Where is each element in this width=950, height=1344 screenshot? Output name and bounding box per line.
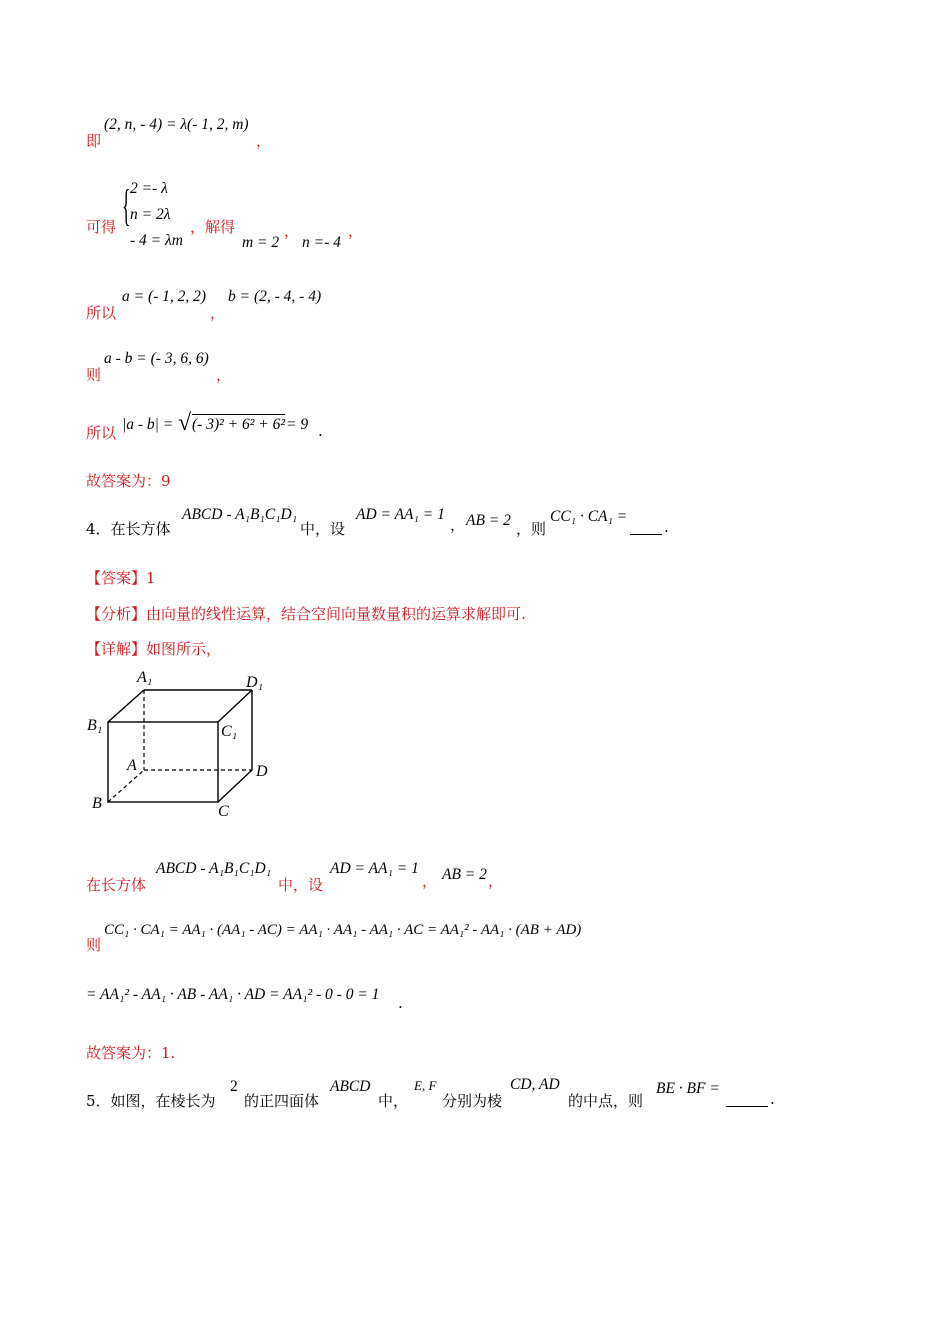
q5-text-3: 分别为棱 [442,1092,503,1110]
punct: . [664,518,669,536]
text-jiede: ，解得 [190,218,236,236]
vector-difference: a - b = (- 3, 6, 6) [104,350,209,367]
q5-text-4: 的中点，则 [568,1092,644,1110]
vertex-b-label: B [92,795,102,812]
vertex-d1-label: D₁ [246,674,264,691]
punct: . [398,994,403,1012]
question-5 [86,1074,786,1114]
sol-text: 中，设 [278,876,324,894]
vertex-c-label: C [218,803,229,820]
analysis-tag: 【分析】由向量的线性运算，结合空间向量数量积的运算求解即可. [86,605,526,623]
sqrt-sign: √ [178,410,192,436]
vector-a: a = (- 1, 2, 2) [122,288,207,305]
line-2 [86,172,386,252]
sol-expansion-2: = AA₁² - AA₁ · AB - AA₁ · AD = AA₁² - 0 - 0 = 1 [86,986,380,1003]
q4-number: 4．在长方体 [86,520,171,538]
q5-edges: CD, AD [510,1076,560,1093]
q4-text-then: ，则 [516,520,547,538]
radicand: (- 3)² + 6² + 6² [192,416,285,433]
sol-prefix: 在长方体 [86,876,147,894]
line-5 [86,404,406,444]
magnitude-result: = 9 [286,416,309,433]
punct: ， [450,516,466,534]
q4-text: 中，设 [300,520,346,538]
sol-prefix-ze: 则 [86,936,102,954]
punct: ， [210,304,226,322]
q4-cond2: AB = 2 [466,512,511,529]
edge-b1-a1 [108,690,144,722]
q5-length: 2 [230,1078,238,1095]
prefix-suoyi: 所以 [86,304,117,322]
prefix-ji: 即 [86,132,102,150]
punct: ， [284,222,300,240]
sol-cond1: AD = AA₁ = 1 [330,860,419,877]
solution-n: n =- 4 [302,234,341,251]
q5-text-1: 的正四面体 [244,1092,320,1110]
front-face [108,722,218,802]
punct: ， [256,132,272,150]
q5-expr: BE · BF = [656,1080,720,1097]
solution-line-1 [86,858,546,894]
edge-c-d [218,770,252,802]
q4-solid: ABCD - A₁B₁C₁D₁ [182,506,298,523]
line-1 [86,116,386,152]
system-eq-2: n = 2λ [130,206,171,223]
system-eq-3: - 4 = λm [130,232,183,249]
prefix-ze: 则 [86,366,102,384]
edge-c1-d1 [218,690,252,722]
hidden-edge-b-a [108,770,144,802]
vector-b: b = (2, - 4, - 4) [228,288,322,305]
line-3 [86,288,446,322]
punct: ， [422,872,438,890]
brace: { [122,181,131,230]
prefix-kede: 可得 [86,218,117,236]
solution-line-3 [86,980,446,1016]
sol-expansion-1: CC₁ · CA₁ = AA₁ · (AA₁ - AC) = AA₁ · AA₁ - AA₁ · AC = AA₁² - AA₁ · (AB + AD) [104,922,582,938]
vertex-a1-label: A₁ [137,669,153,686]
answer-line-2: 故答案为：1. [86,1044,176,1062]
punct: . [770,1090,775,1108]
system-eq-1: 2 =- λ [130,180,168,197]
q5-text-2: 中， [378,1092,409,1110]
answer-tag: 【答案】1 [86,569,156,587]
q4-cond1: AD = AA₁ = 1 [356,506,445,523]
sol-solid: ABCD - A₁B₁C₁D₁ [156,860,272,877]
line-4 [86,350,386,384]
punct: ， [348,222,364,240]
detail-tag: 【详解】如图所示， [86,640,222,658]
q5-points: E, F [414,1078,437,1093]
punct: ， [488,872,504,890]
solution-line-2 [86,918,646,954]
solution-m: m = 2 [242,234,280,251]
vertex-a-label: A [127,757,137,774]
vertex-b1-label: B₁ [87,717,103,734]
magnitude-left: |a - b| = [122,416,174,433]
answer-line-1: 故答案为：9 [86,472,171,490]
prefix-suoyi: 所以 [86,424,117,442]
q5-solid: ABCD [330,1078,371,1095]
blank-line [630,534,662,535]
vertex-d-label: D [256,763,268,780]
cuboid-figure [84,664,284,824]
punct: ， [216,366,232,384]
equation-system [130,176,183,254]
vertex-c1-label: C₁ [221,723,238,740]
punct: . [318,422,323,440]
question-4 [86,504,686,540]
sol-cond2: AB = 2 [442,866,487,883]
blank-line [726,1106,768,1107]
q5-number: 5．如图，在棱长为 [86,1092,216,1110]
equation-lambda: (2, n, - 4) = λ(- 1, 2, m) [104,116,249,133]
q4-expr: CC₁ · CA₁ = [550,508,628,525]
